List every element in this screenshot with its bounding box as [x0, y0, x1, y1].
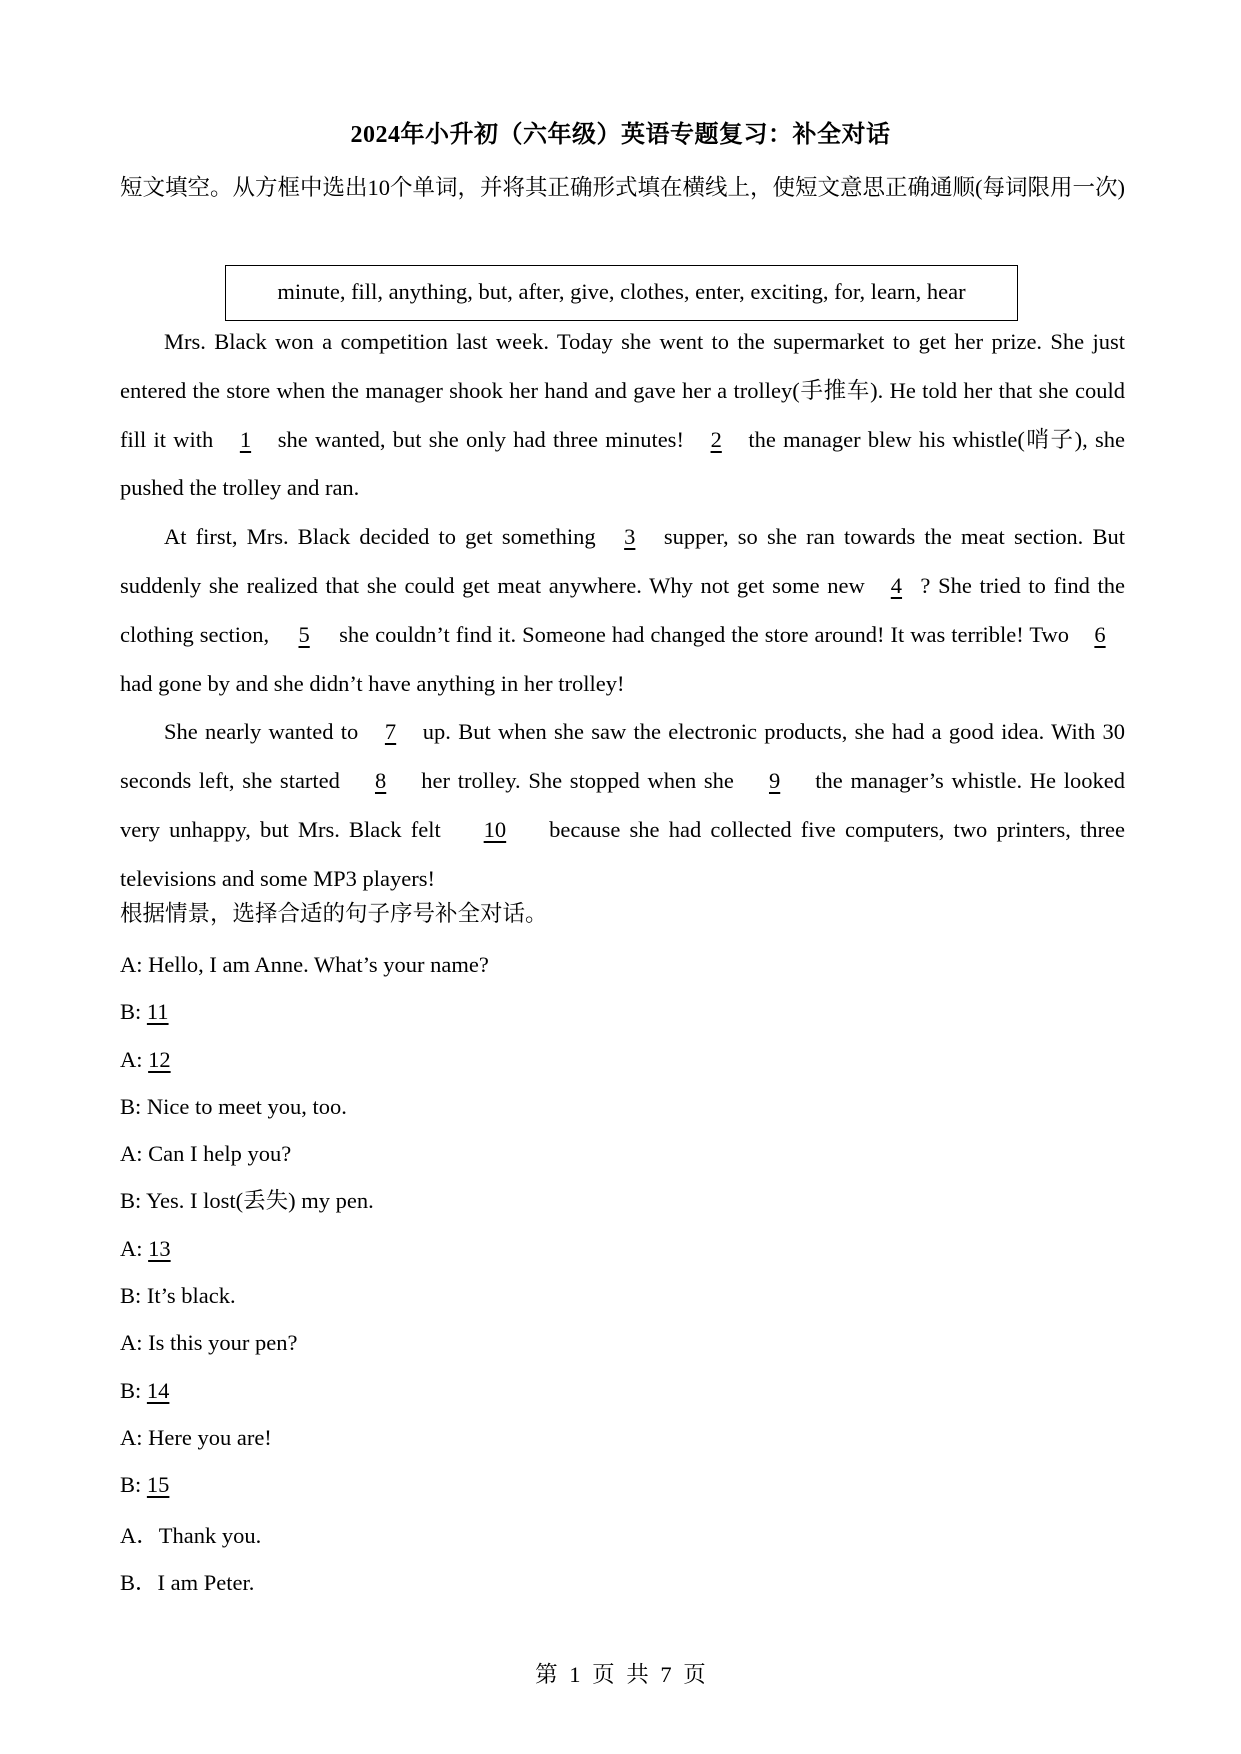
blank-14: 14: [146, 1377, 170, 1403]
dialog-line: [120, 1232, 1020, 1279]
dialog-line: [120, 1043, 1020, 1090]
speaker-label: B:: [120, 1188, 147, 1214]
blank-4: 4: [890, 572, 903, 598]
dialog-line: [120, 1090, 1020, 1137]
paragraph-3: [120, 708, 1125, 903]
option-text: I am Peter.: [157, 1570, 255, 1596]
dialog-text: Is this your pen?: [148, 1330, 298, 1356]
dialog-line: [120, 1421, 1020, 1468]
dialog-text: Yes. I lost(丢失) my pen.: [146, 1188, 374, 1214]
blank-9: 9: [768, 768, 781, 794]
speaker-label: B:: [120, 1283, 147, 1309]
dialog-text: Can I help you?: [148, 1141, 292, 1167]
dialog-line: [120, 1326, 1020, 1373]
option-b: [120, 1566, 261, 1613]
passage-text: Mrs. Black won a competition last week. Today she went to the supermarket to get her prize. She just entered the store when the manager shook her hand and gave her a trolley(手推车). He told her that she could fill it with: [120, 329, 1125, 452]
option-text: Thank you.: [158, 1523, 262, 1548]
section2-instruction: 根据情景，选择合适的句子序号补全对话。: [120, 901, 548, 926]
passage-text: supper, so she ran towards the meat section. But suddenly she realized that she could get meat anywhere. Why not get some new: [120, 524, 1125, 598]
blank-5: 5: [298, 621, 310, 647]
dialog-line: [120, 1184, 1020, 1231]
blank-2: 2: [710, 426, 722, 452]
passage-text: the manager blew his whistle(哨子), she pushed the trolley and ran.: [120, 426, 1126, 501]
passage-text: At first, Mrs. Black decided to get something: [164, 524, 605, 550]
speaker-label: A:: [120, 1424, 149, 1450]
speaker-label: A:: [120, 1330, 149, 1356]
blank-6: 6: [1094, 621, 1106, 647]
option-letter: A．: [120, 1523, 159, 1548]
passage-text: she couldn’t find it. Someone had changed the store around! It was terrible! Two: [333, 621, 1075, 647]
answer-options: [120, 1519, 261, 1614]
passage-text: ? She tried to find the clothing section,: [120, 572, 1125, 647]
dialog-text: It’s black.: [146, 1283, 236, 1309]
speaker-label: A:: [120, 1046, 149, 1072]
speaker-label: B:: [120, 999, 147, 1025]
dialog-line: [120, 995, 1020, 1042]
paragraph-2: [120, 513, 1125, 708]
dialog-line: [120, 948, 1020, 995]
blank-3: 3: [624, 524, 636, 550]
passage-text: she wanted, but she only had three minutes!: [270, 426, 692, 452]
blank-13: 13: [148, 1235, 171, 1261]
dialog-line: [120, 1374, 1020, 1421]
blank-7: 7: [384, 719, 397, 745]
passage-text: because she had collected five computers, two printers, three televisions and some MP3 players!: [120, 816, 1125, 891]
blank-11: 11: [146, 999, 169, 1025]
passage-text: up. But when she saw the electronic products, she had a good idea. With 30 seconds left, she started: [120, 719, 1125, 794]
paragraph-1: [120, 318, 1125, 513]
section1-instruction: 短文填空。从方框中选出10个单词，并将其正确形式填在横线上，使短文意思正确通顺(每词限用一次): [120, 175, 1125, 200]
blank-15: 15: [146, 1472, 170, 1498]
word-box: minute, fill, anything, but, after, give, clothes, enter, exciting, for, learn, hear: [225, 265, 1018, 321]
passage-text: her trolley. She stopped when she: [413, 768, 742, 794]
blank-8: 8: [374, 768, 387, 794]
dialog: [120, 948, 1020, 1516]
speaker-label: B:: [120, 1093, 147, 1119]
dialog-text: Here you are!: [148, 1424, 272, 1450]
option-a: [120, 1519, 261, 1566]
dialog-line: [120, 1279, 1020, 1326]
speaker-label: B:: [120, 1472, 147, 1498]
dialog-text: Nice to meet you, too.: [146, 1093, 347, 1119]
blank-12: 12: [148, 1046, 171, 1072]
passage-text: had gone by and she didn’t have anything in her trolley!: [120, 670, 625, 696]
speaker-label: A:: [120, 1235, 149, 1261]
option-letter: B．: [120, 1570, 158, 1596]
dialog-line: [120, 1468, 1020, 1515]
speaker-label: A:: [120, 952, 149, 977]
page-footer: 第 1 页 共 7 页: [535, 1662, 706, 1687]
passage: [120, 318, 1125, 904]
blank-10: 10: [483, 816, 507, 842]
passage-text: She nearly wanted to: [164, 719, 366, 745]
dialog-line: [120, 1137, 1020, 1184]
blank-1: 1: [239, 426, 252, 452]
document-title: 2024年小升初（六年级）英语专题复习：补全对话: [350, 122, 891, 148]
speaker-label: B:: [120, 1377, 147, 1403]
dialog-text: Hello, I am Anne. What’s your name?: [148, 952, 489, 977]
speaker-label: A:: [120, 1141, 149, 1167]
passage-text: the manager’s whistle. He looked very unhappy, but Mrs. Black felt: [120, 768, 1125, 842]
